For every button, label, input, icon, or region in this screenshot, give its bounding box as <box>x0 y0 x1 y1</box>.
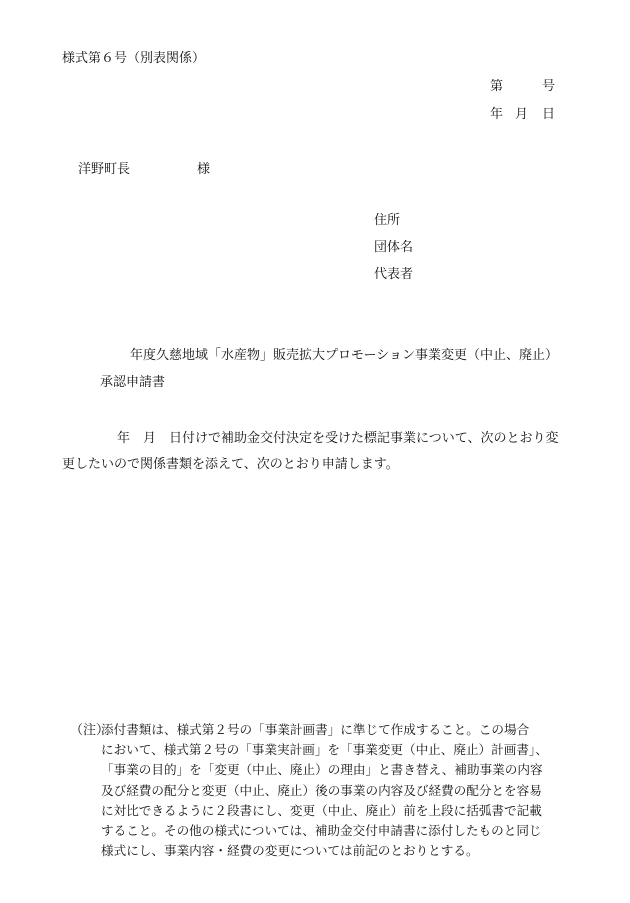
form-number: 様式第６号（別表関係） <box>62 51 206 66</box>
body-text: 年 月 日付けで補助金交付決定を受けた標記事業について、次のとおり変 <box>117 431 559 446</box>
applicant-representative-label: 代表者 <box>374 267 414 282</box>
date-day-label: 日 <box>542 107 556 122</box>
addressee-name: 洋野町長 <box>78 162 131 177</box>
document-number-suffix: 号 <box>542 79 556 94</box>
document-title-continued: 承認申請書 <box>100 375 166 390</box>
note-line: すること。その他の様式については、補助金交付申請書に添付したものと同じ <box>101 823 542 839</box>
note-text <box>101 720 589 861</box>
note-line: 及び経費の配分と変更（中止、廃止）後の事業の内容及び経費の配分とを容易 <box>101 782 542 798</box>
document-title: 年度久慈地域「水産物」販売拡大プロモーション事業変更（中止、廃止） <box>130 348 558 363</box>
document-number-prefix: 第 <box>490 79 504 94</box>
applicant-address-label: 住所 <box>374 213 401 228</box>
note-line: 様式にし、事業内容・経費の変更については前記のとおりとする。 <box>101 843 479 859</box>
date-month-label: 月 <box>515 107 529 122</box>
body-text-continued: 更したいので関係書類を添えて、次のとおり申請します。 <box>62 457 399 472</box>
note-line: に対比できるように２段書にし、変更（中止、廃止）前を上段に括弧書で記載 <box>101 802 542 818</box>
date-year-label: 年 <box>490 107 504 122</box>
note-label: （注） <box>70 723 110 738</box>
note-line: 「事業の目的」を「変更（中止、廃止）の理由」と書き替え、補助事業の内容 <box>101 762 543 778</box>
addressee-honorific: 様 <box>197 162 211 177</box>
note-line: 添付書類は、様式第２号の「事業計画書」に準じて作成すること。この場合 <box>101 722 530 737</box>
applicant-organization-label: 団体名 <box>374 240 414 255</box>
note-line: において、様式第２号の「事業実計画」を「事業変更（中止、廃止）計画書」、 <box>101 742 548 758</box>
